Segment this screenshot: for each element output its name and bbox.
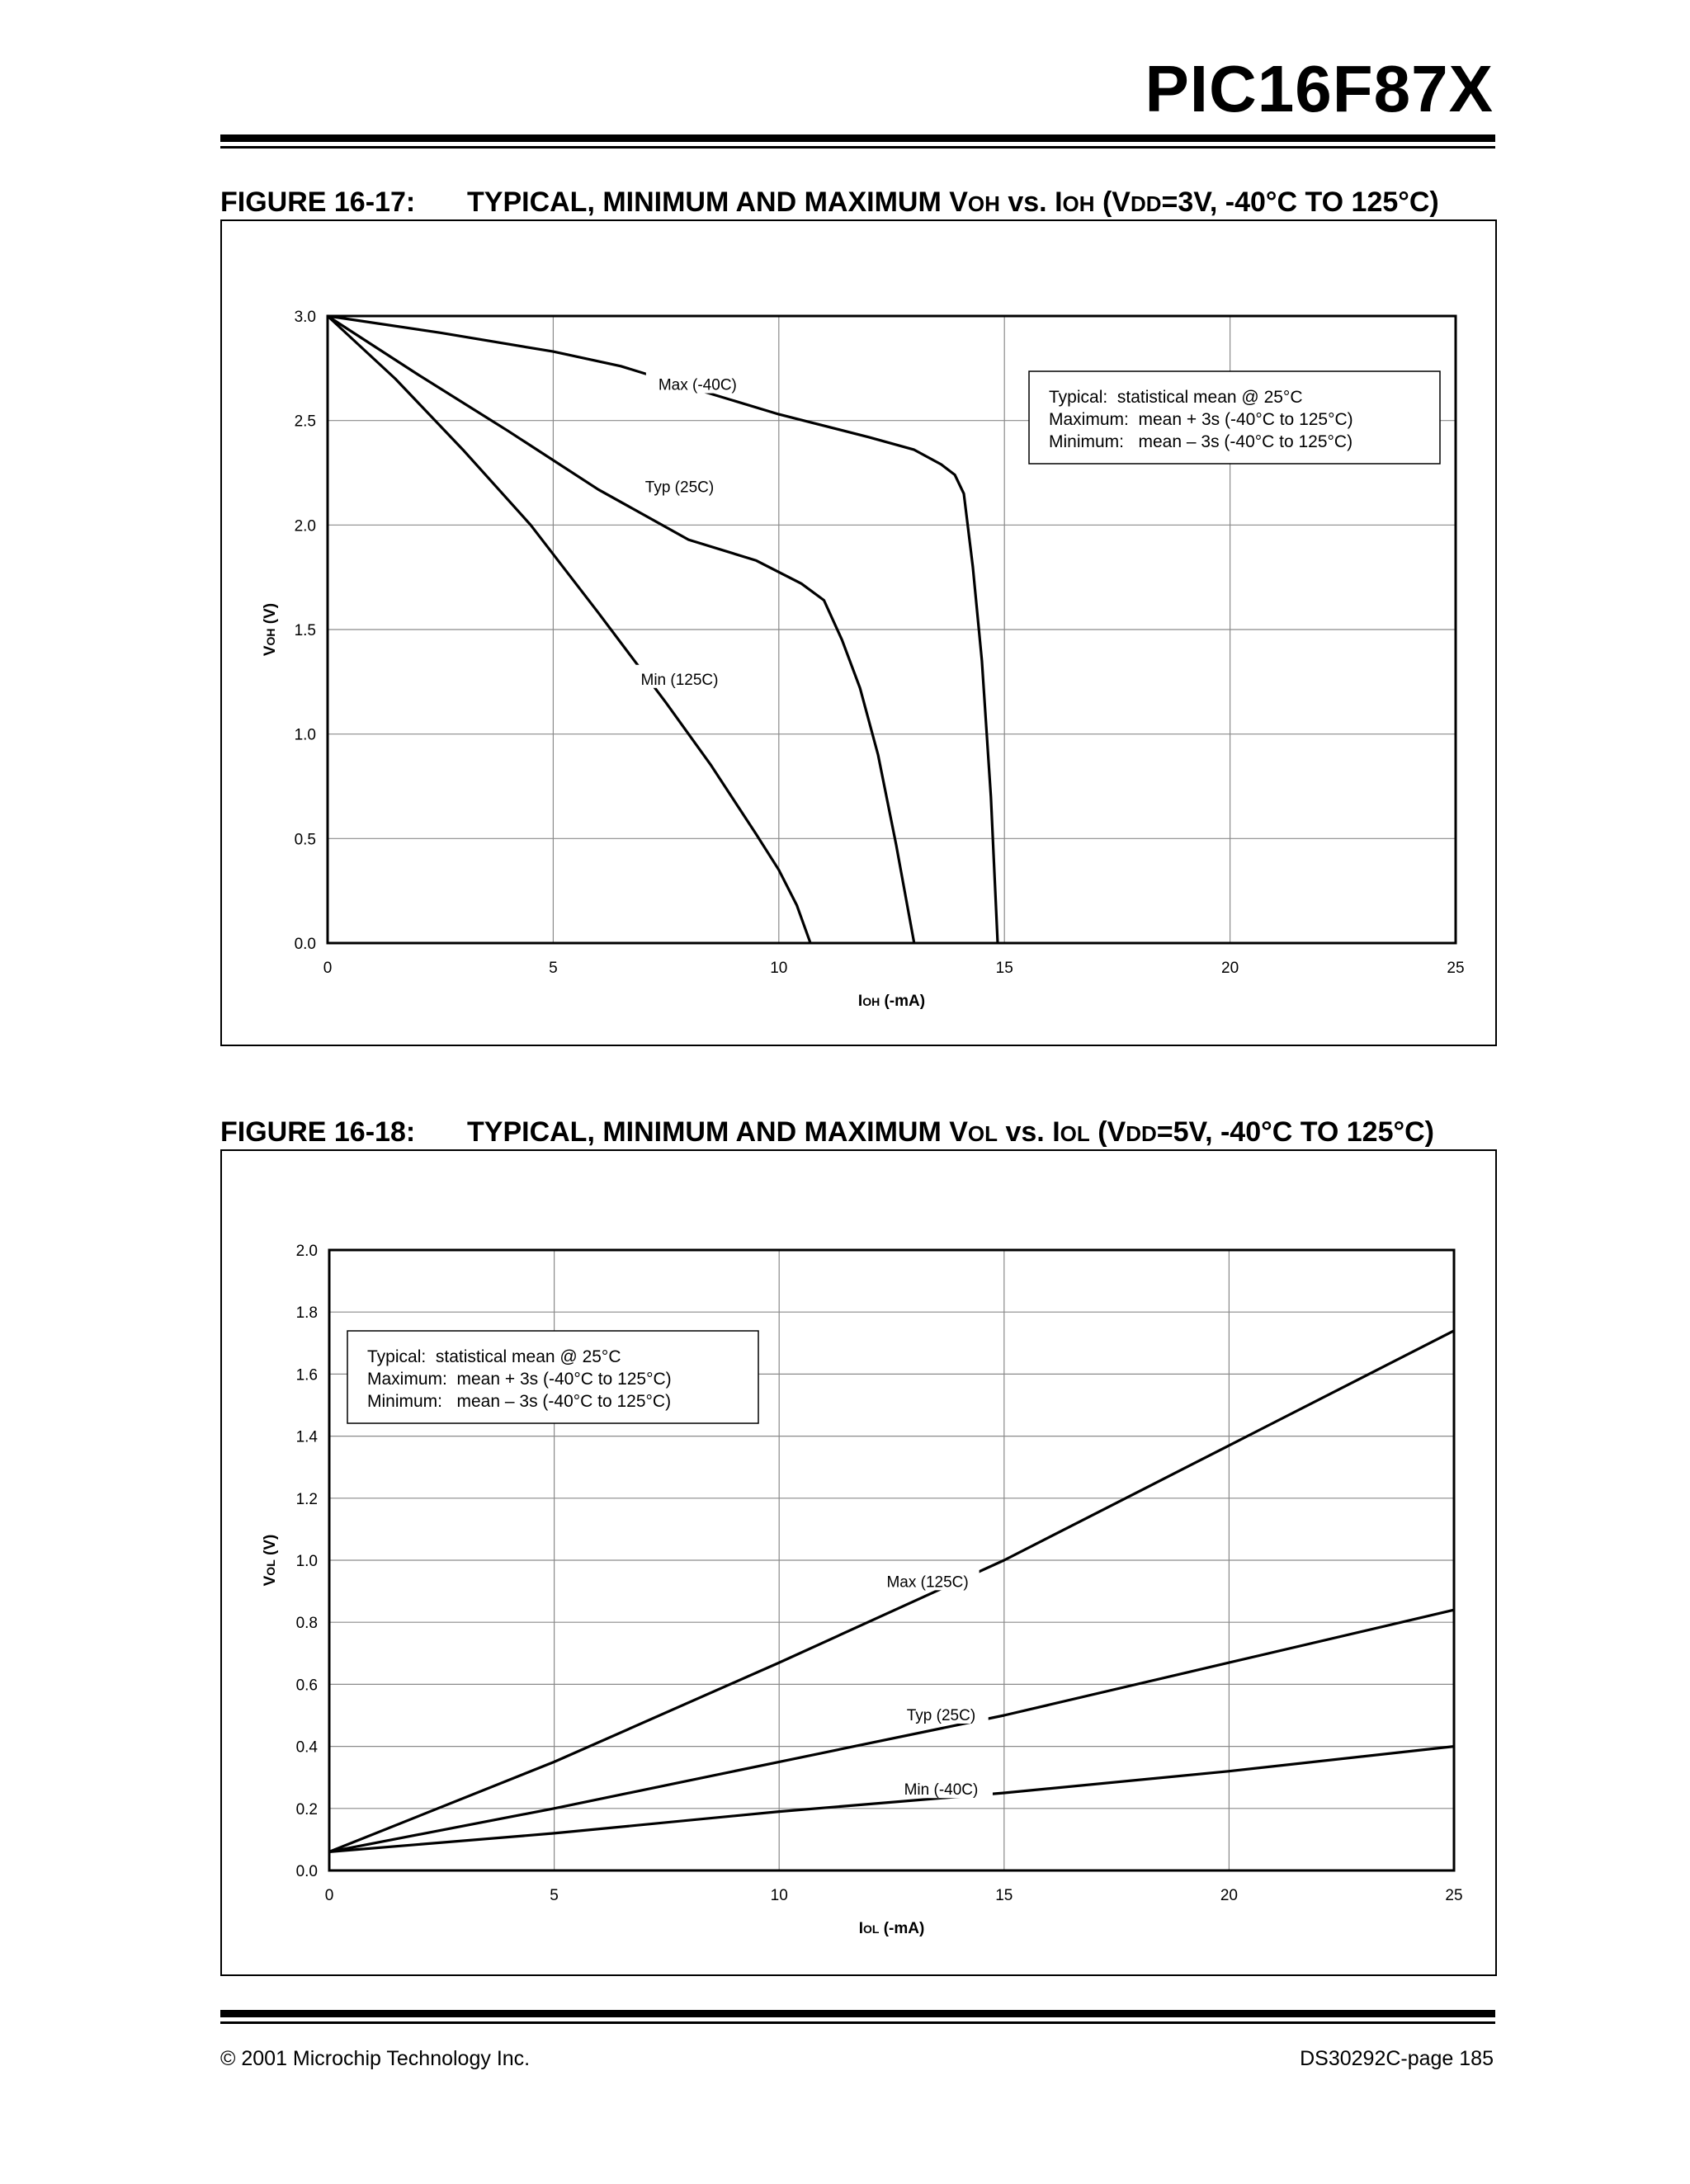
x-tick-label: 15: [995, 1887, 1013, 1904]
figure-number: FIGURE 16-17:: [220, 186, 416, 218]
caption-subscript: OH: [967, 191, 1000, 216]
chart-vol-vs-iol: [220, 1149, 1497, 1976]
y-tick-label: 1.2: [295, 1490, 318, 1508]
x-tick-label: 10: [770, 1887, 788, 1904]
y-axis-title: VOH (V): [262, 602, 279, 657]
caption-subscript: DD: [1126, 1121, 1157, 1146]
caption-text: TYPICAL, MINIMUM AND MAXIMUM V: [467, 186, 968, 218]
legend-line: Typical: statistical mean @ 25°C: [1049, 388, 1303, 407]
x-tick-label: 25: [1447, 960, 1465, 977]
y-tick-label: 1.8: [295, 1304, 318, 1323]
x-tick-label: 0: [323, 960, 333, 977]
chart-voh-vs-ioh: [220, 219, 1497, 1046]
footer-copyright: © 2001 Microchip Technology Inc.: [220, 2047, 531, 2070]
x-axis-title: IOH (-mA): [857, 993, 926, 1010]
figure-caption-1: [220, 186, 1439, 219]
y-tick-label: 1.0: [294, 726, 316, 744]
x-tick-label: 25: [1445, 1887, 1463, 1904]
y-tick-label: 0.4: [295, 1738, 318, 1757]
x-tick-label: 20: [1220, 1887, 1238, 1904]
caption-text: (V: [1089, 1116, 1126, 1148]
caption-text: TYPICAL, MINIMUM AND MAXIMUM V: [467, 1116, 968, 1148]
chart-vol-svg: [222, 1151, 1495, 1974]
series-label: Typ (25C): [644, 479, 715, 497]
legend-line: Typical: statistical mean @ 25°C: [367, 1347, 621, 1366]
series-label: Max (-40C): [658, 376, 737, 394]
caption-text: (V: [1094, 186, 1131, 218]
x-tick-label: 0: [324, 1887, 334, 1904]
series-line: [329, 1610, 1454, 1851]
header-rule-thin: [220, 146, 1495, 149]
series-label: Min (125C): [640, 671, 719, 689]
y-tick-label: 2.0: [294, 517, 316, 535]
y-tick-label: 3.0: [294, 309, 316, 326]
y-tick-label: 1.5: [294, 622, 316, 639]
caption-subscript: OH: [1062, 191, 1095, 216]
y-tick-label: 0.0: [295, 1863, 318, 1880]
series-line: [329, 1747, 1454, 1852]
y-tick-label: 0.2: [295, 1800, 318, 1818]
caption-subscript: OL: [1060, 1121, 1090, 1146]
y-tick-label: 2.5: [294, 413, 316, 431]
x-tick-label: 20: [1221, 960, 1239, 977]
y-tick-label: 0.5: [294, 831, 316, 849]
legend-line: Maximum: mean + 3s (-40°C to 125°C): [1049, 410, 1353, 429]
figure-caption-2: [220, 1116, 1434, 1149]
caption-text: =3V, -40°C TO 125°C): [1161, 186, 1439, 218]
footer-page-number: DS30292C-page 185: [1300, 2047, 1494, 2070]
series-label: Max (125C): [886, 1573, 969, 1592]
y-tick-label: 1.4: [295, 1428, 318, 1446]
y-axis-title: VOL (V): [262, 1534, 279, 1587]
page-title: PIC16F87X: [1145, 52, 1494, 125]
y-tick-label: 2.0: [295, 1243, 318, 1260]
x-tick-label: 15: [995, 960, 1013, 977]
chart-voh-svg: [222, 221, 1495, 1045]
caption-text: vs. I: [998, 1116, 1060, 1148]
y-tick-label: 0.0: [294, 936, 316, 953]
caption-text: vs. I: [999, 186, 1063, 218]
caption-text: =5V, -40°C TO 125°C): [1156, 1116, 1434, 1148]
y-tick-label: 1.0: [295, 1553, 318, 1570]
x-tick-label: 5: [549, 960, 558, 977]
header-rule-thick: [220, 134, 1495, 142]
caption-subscript: DD: [1130, 191, 1162, 216]
y-tick-label: 1.6: [295, 1366, 318, 1384]
x-tick-label: 10: [770, 960, 788, 977]
series-label: Typ (25C): [906, 1707, 976, 1724]
y-tick-label: 0.8: [295, 1615, 318, 1633]
x-tick-label: 5: [550, 1887, 559, 1904]
y-tick-label: 0.6: [295, 1677, 318, 1695]
footer-rule-thick: [220, 2010, 1495, 2017]
figure-number: FIGURE 16-18:: [220, 1116, 416, 1148]
footer-rule-thin: [220, 2021, 1495, 2024]
caption-subscript: OL: [967, 1121, 998, 1146]
legend-line: Maximum: mean + 3s (-40°C to 125°C): [367, 1370, 672, 1389]
legend-line: Minimum: mean – 3s (-40°C to 125°C): [1049, 432, 1353, 451]
series-label: Min (-40C): [904, 1781, 979, 1800]
x-axis-title: IOL (-mA): [858, 1920, 925, 1937]
legend-line: Minimum: mean – 3s (-40°C to 125°C): [367, 1392, 672, 1411]
